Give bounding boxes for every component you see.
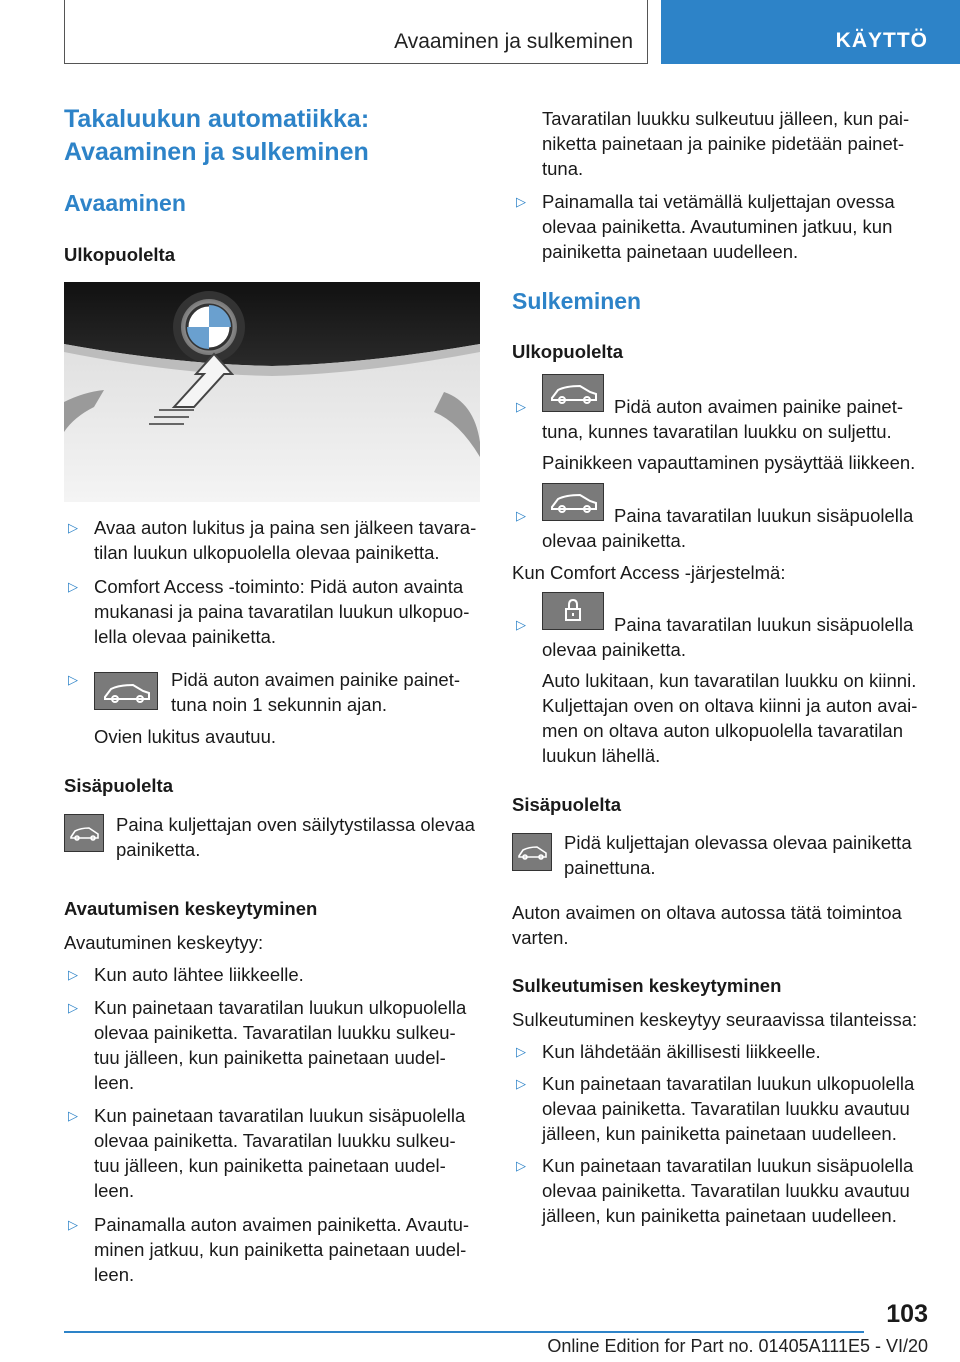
header-section-box (64, 0, 648, 64)
tailgate-button-icon (94, 672, 158, 710)
tailgate-button-icon (64, 814, 104, 852)
triangle-right-icon: ▷ (68, 1108, 78, 1123)
header-chapter-title: KÄYTTÖ (835, 29, 928, 52)
heading-close-interrupt: Sulkeutumisen keskeytyminen (512, 975, 782, 996)
continued-text: Tavaratilan luukku sulkeutuu jälleen, kun pai-niketta painetaan ja painike pidetään painet-tuna. (542, 108, 910, 179)
list-item: Paina tavaratilan luukun sisäpuolella olevaa painiketta. (542, 614, 914, 660)
list-item: Pidä auton avaimen painike painet-tuna, kunnes tavaratilan luukku on suljettu. (542, 396, 903, 442)
page-number: 103 (886, 1300, 928, 1328)
unlock-note: Ovien lukitus avautuu. (94, 726, 277, 747)
triangle-right-icon: ▷ (68, 1000, 78, 1015)
inside-text: Paina kuljettajan oven säilytystilassa olevaa painiketta. (116, 814, 475, 860)
triangle-right-icon: ▷ (516, 1158, 526, 1173)
list-item: Kun painetaan tavaratilan luukun sisäpuolella olevaa painiketta. Tavaratilan luukku sulkeu-tuu jälleen, kun painiketta painetaan uudel-leen. (94, 1105, 466, 1201)
list-item: Kun auto lähtee liikkeelle. (94, 964, 304, 985)
interrupt-intro: Avautuminen keskeytyy: (64, 932, 264, 953)
footer-divider (64, 1331, 864, 1333)
list-item: Pidä auton avaimen painike painet-tuna noin 1 sekunnin ajan. (171, 669, 460, 715)
triangle-right-icon: ▷ (516, 508, 526, 523)
triangle-right-icon: ▷ (68, 1217, 78, 1232)
heading-outside-close: Ulkopuolelta (512, 341, 624, 362)
triangle-right-icon: ▷ (516, 194, 526, 209)
list-item: Avaa auton lukitus ja paina sen jälkeen tavara-tilan luukun ulkopuolella olevaa painiketta. (94, 517, 477, 563)
triangle-right-icon: ▷ (68, 967, 78, 982)
heading-inside-close: Sisäpuolelta (512, 794, 621, 815)
list-item-note: Painikkeen vapauttaminen pysäyttää liikkeen. (542, 452, 916, 473)
heading-interrupt: Avautumisen keskeytyminen (64, 898, 318, 919)
footer-edition: Online Edition for Part no. 01405A111E5 - VI/20 (547, 1336, 928, 1356)
comfort-access-intro: Kun Comfort Access -järjestelmä: (512, 562, 786, 583)
list-item: Kun painetaan tavaratilan luukun ulkopuolella olevaa painiketta. Tavaratilan luukku avautuu jälleen, kun painiketta painetaan uudelleen. (542, 1073, 915, 1144)
triangle-right-icon: ▷ (516, 1044, 526, 1059)
close-interrupt-intro: Sulkeutuminen keskeytyy seuraavissa tilanteissa: (512, 1009, 918, 1030)
header-section-title: Avaaminen ja sulkeminen (394, 30, 633, 53)
list-item: Kun lähdetään äkillisesti liikkeelle. (542, 1041, 821, 1062)
list-item: Paina tavaratilan luukun sisäpuolella olevaa painiketta. (542, 505, 914, 551)
tailgate-photo (64, 282, 480, 502)
heading-opening: Avaaminen (64, 190, 186, 216)
heading-inside: Sisäpuolelta (64, 775, 173, 796)
triangle-right-icon: ▷ (68, 579, 78, 594)
heading-outside: Ulkopuolelta (64, 244, 176, 265)
list-item: Painamalla auton avaimen painiketta. Avautu-minen jatkuu, kun painiketta painetaan uudel-leen. (94, 1214, 470, 1285)
inside-close-text: Pidä kuljettajan olevassa olevaa painiketta painettuna. (564, 832, 912, 878)
list-item: Kun painetaan tavaratilan luukun sisäpuolella olevaa painiketta. Tavaratilan luukku avautuu jälleen, kun painiketta painetaan uudelleen. (542, 1155, 914, 1226)
triangle-right-icon: ▷ (516, 617, 526, 632)
list-item-note: Auto lukitaan, kun tavaratilan luukku on kiinni. Kuljettajan oven on oltava kiinni ja auton avai-men on oltava auton ulkopuolella tavaratilan luukun lähellä. (542, 670, 918, 766)
list-item: Painamalla tai vetämällä kuljettajan ovessa olevaa painiketta. Avautuminen jatkuu, kun painiketta painetaan uudelleen. (542, 191, 895, 262)
key-note: Auton avaimen on oltava autossa tätä toimintoa varten. (512, 902, 902, 948)
heading-closing: Sulkeminen (512, 288, 642, 314)
list-item: Kun painetaan tavaratilan luukun ulkopuolella olevaa painiketta. Tavaratilan luukku sulkeu-tuu jälleen, kun painiketta painetaan uudel-leen. (94, 997, 467, 1093)
tailgate-button-icon (512, 833, 552, 871)
triangle-right-icon: ▷ (516, 1076, 526, 1091)
list-item: Comfort Access -toiminto: Pidä auton avainta mukanasi ja paina tavaratilan luukun ulkopuo-lella olevaa painiketta. (94, 576, 470, 647)
triangle-right-icon: ▷ (68, 672, 78, 687)
triangle-right-icon: ▷ (68, 520, 78, 535)
header-chapter-tab (661, 0, 960, 64)
page-title: Takaluukun automatiikka: Avaaminen ja sulkeminen (64, 105, 370, 166)
triangle-right-icon: ▷ (516, 399, 526, 414)
